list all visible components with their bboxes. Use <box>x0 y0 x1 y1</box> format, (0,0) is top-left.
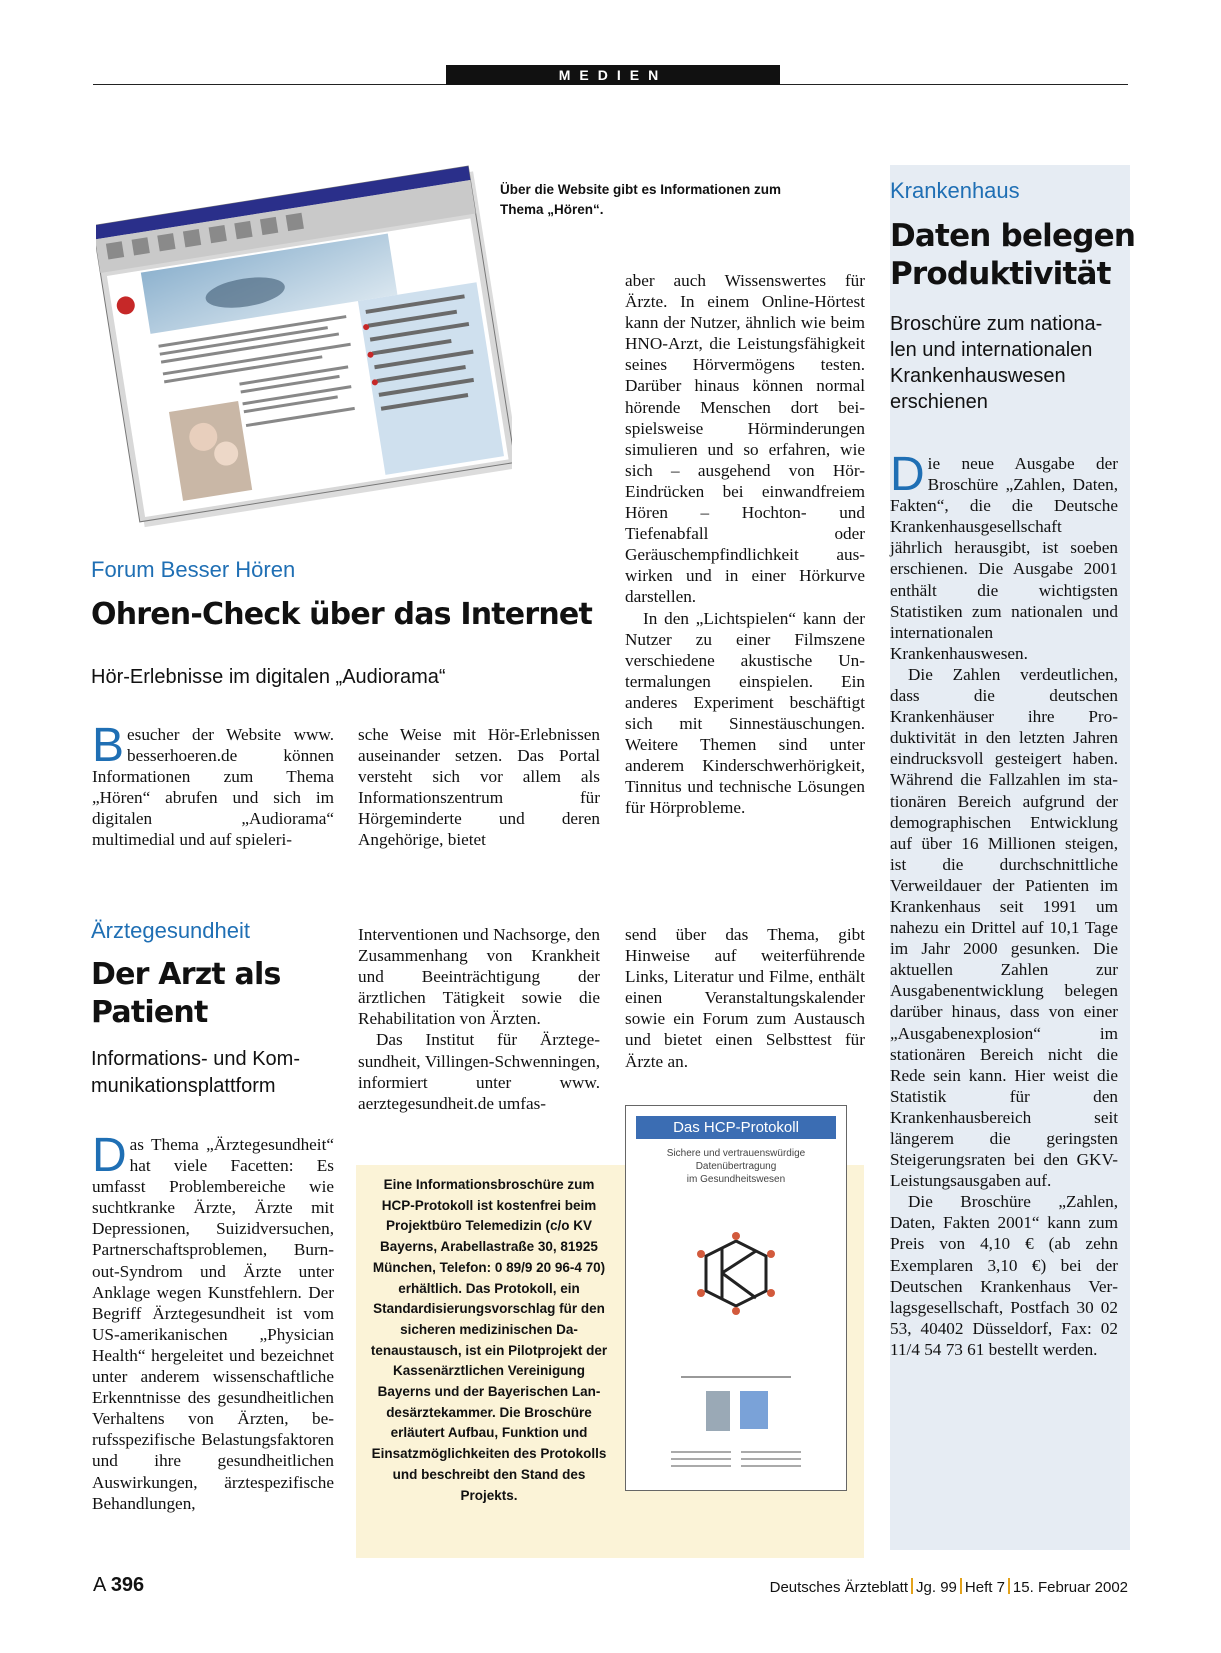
article2-col1-text: as Thema „Ärztegesundheit“ hat viele Facetten: Es umfasst Problembereiche wie suchtkranke Ärzte, Ärzte mit Depressionen, Suizidversuchen, Partnerschaftsproblemen, Burn-out-Syndrom und Ärzte unter Anklage wegen Kunstfehlern. Der Begriff Ärztegesundheit ist vom US-amerikanischen „Physician Health“ hergeleitet und bezeichnet unter anderem wissenschaftliche Erkenntnisse des gesundheitlichen Verhaltens von Ärzten, berufsspezifische Belastungsfaktoren und ihre gesundheitlichen Auswirkungen, ärztespezifische Behandlungen, <box>92 1135 334 1513</box>
article2-column-3 <box>625 924 865 1072</box>
article1-headline: Ohren-Check über das Internet <box>91 597 592 632</box>
sidebar-headline-line: Daten belegen <box>890 218 1136 254</box>
drop-cap: D <box>92 1129 127 1182</box>
sidebar-subhead: Broschüre zum nationalen und internationalen Krankenhauswesen erschienen <box>890 313 1103 413</box>
brochure-subtitle: im Gesundheitswesen <box>686 1174 786 1185</box>
brochure-subtitle: Datenübertragung <box>695 1161 777 1172</box>
divider <box>960 1578 962 1594</box>
article2-kicker: Ärztegesundheit <box>91 918 250 943</box>
article1-column-1 <box>92 719 334 851</box>
website-screenshot-image <box>96 158 512 530</box>
brochure-subtitle: Sichere und vertrauenswürdige <box>666 1148 806 1159</box>
brochure-cover-image <box>625 1105 847 1491</box>
sidebar-headline <box>890 217 1135 293</box>
article1-column-2 <box>358 724 600 851</box>
article2-column-2 <box>358 924 600 1114</box>
article2-column-1 <box>92 1129 334 1514</box>
divider <box>911 1578 913 1594</box>
network-logo-icon <box>626 1186 846 1486</box>
article2-subhead <box>91 1046 300 1100</box>
journal-volume: Jg. 99 <box>916 1579 957 1596</box>
article1-subhead: Hör-Erlebnisse im digitalen „Audiorama“ <box>91 666 446 688</box>
page-prefix: A <box>93 1574 106 1596</box>
article1-col3-paragraph: aber auch Wissenswertes für Ärzte. In einem Online-Hörtest kann der Nutzer, ähnlich wie beim HNO-Arzt, die Leistungsfähigkeit seines Hörvermögens testen. Darüber hinaus können normal hörende Menschen dort beispielsweise Hörminderungen simulieren und so erfahren, wie sich – ausgehend von Hör-Eindrücken bei einwandfreiem Hören – Hochton- und Tiefenabfall oder Geräuschempfindlichkeit auswirken und in einer Hörkurve darstellen. <box>625 271 865 607</box>
hcp-box-text: Eine Informationsbroschüre zum HCP-Protokoll ist kostenfrei beim Projektbüro Telemedizin (c/o KV Bayerns, Arabellastraße 30, 81925 München, Telefon: 0 89/9 20 96-4 70) erhältlich. Das Protokoll, ein Standardisierungsvorschlag für den sicheren medizinischen Datenaustausch, ist ein Pilotprojekt der Kassenärztlichen Vereinigung Bayerns und der Bayerischen Landesärztekammer. Die Broschüre erläutert Aufbau, Funktion und Einsatzmöglichkeiten des Protokolls und beschreibt den Stand des Projekts. <box>370 1177 608 1503</box>
journal-date: 15. Februar 2002 <box>1012 1579 1128 1596</box>
article2-col2-paragraph: Interventionen und Nachsorge, den Zusammenhang von Krankheit und Beeinträchtigung der ärztlichen Tätigkeit sowie die Rehabilitation von Ärzten. <box>358 925 600 1029</box>
article1-col2-text: sche Weise mit Hör-Erlebnissen auseinander setzen. Das Portal versteht sich vor allem als Informationszentrum für Hörgeminderte und deren Angehörige, bietet <box>358 725 600 850</box>
sidebar-paragraph: ie neue Ausgabe der Broschüre „Zahlen, Daten, Fakten“, die die Deutsche Krankenhausgesellschaft jährlich herausgibt, ist soeben erschienen. Die Ausgabe 2001 enthält die wichtigsten Statistiken zum nationalen und internationalen Krankenhauswesen. <box>890 454 1118 663</box>
article2-subhead-line: munikationsplattform <box>91 1075 276 1097</box>
sidebar-headline-line: Produktivität <box>890 256 1111 292</box>
brochure-title: Das HCP-Protokoll <box>636 1116 836 1139</box>
sidebar-paragraph: Die Zahlen verdeutlichen, dass die deutschen Krankenhäuser ihre Produktivität in den letzten Jahren eindrucksvoll gesteigert haben. Während die Fallzahlen im stationären Bereich aufgrund der demographischen Entwicklung auf über 16 Millionen steigen, ist die durchschnittliche Verweildauer der Patienten im Krankenhaus seit 1991 um nahezu ein Drittel auf 10,1 Tage im Jahr 2000 gesunken. Die aktuellen Zahlen zur Ausgabenentwicklung belegen darüber hinaus, dass von einer „Ausgabenexplosion“ im stationären Bereich nicht die Rede sein kann. Hier weist die Statistik für den Krankenhausbereich seit längerem die geringsten Steigerungsraten bei den GKV-Leistungsausgaben auf. <box>890 664 1118 1191</box>
divider <box>1008 1578 1010 1594</box>
sidebar-body <box>890 448 1118 1360</box>
article2-headline <box>91 956 281 1032</box>
journal-name: Deutsches Ärzteblatt <box>769 1579 909 1596</box>
article2-headline-line: Der Arzt als <box>91 957 281 992</box>
sidebar-paragraph: Die Broschüre „Zahlen, Daten, Fakten 2001“ kann zum Preis von 4,10 € (ab zehn Exemplaren 3,10 €) bei der Deutschen Krankenhaus Verlagsgesellschaft, Postfach 30 02 53, 40402 Düsseldorf, Fax: 02 11/4 54 73 61 bestellt werden. <box>890 1192 1118 1359</box>
journal-info <box>770 1578 1128 1596</box>
article1-kicker: Forum Besser Hören <box>91 557 296 582</box>
article2-col3-text: send über das Thema, gibt Hinweise auf weiterführende Links, Literatur und Filme, enthält einen Veranstaltungskalender sowie ein Forum zum Austausch und bietet einen Selbsttest für Ärzte an. <box>625 925 865 1071</box>
image-caption: Über die Website gibt es Informationen zum Thema „Hören“. <box>500 182 782 217</box>
article2-col2-paragraph: Das Institut für Ärztegesundheit, Villingen-Schwenningen, informiert unter www. aerztegesundheit.de umfas- <box>358 1030 600 1113</box>
sidebar-kicker: Krankenhaus <box>890 178 1020 203</box>
section-label: MEDIEN <box>446 65 780 85</box>
drop-cap: D <box>890 448 925 501</box>
article1-col1-text: esucher der Website www. besserhoeren.de können Informationen zum Thema „Hören“ abrufen und sich im digitalen „Audiorama“ multimedial und auf spieleri- <box>92 725 334 850</box>
page-number-value: 396 <box>110 1574 145 1596</box>
article1-col3-paragraph: In den „Lichtspielen“ kann der Nutzer zu einer Filmszene verschiedene akustische Untermalungen einspielen. Ein anderes Experiment beschäftigt sich mit Sinnestäuschungen. Weitere Themen sind unter anderem Kinderschwerhörigkeit, Tinnitus und technische Lösungen für Hörprobleme. <box>625 608 865 818</box>
page-number <box>93 1574 144 1597</box>
article2-subhead-line: Informations- und Kom- <box>91 1048 300 1070</box>
article2-headline-line: Patient <box>91 995 208 1030</box>
article1-column-3 <box>625 270 865 818</box>
journal-issue: Heft 7 <box>964 1579 1005 1596</box>
drop-cap: B <box>92 719 125 772</box>
